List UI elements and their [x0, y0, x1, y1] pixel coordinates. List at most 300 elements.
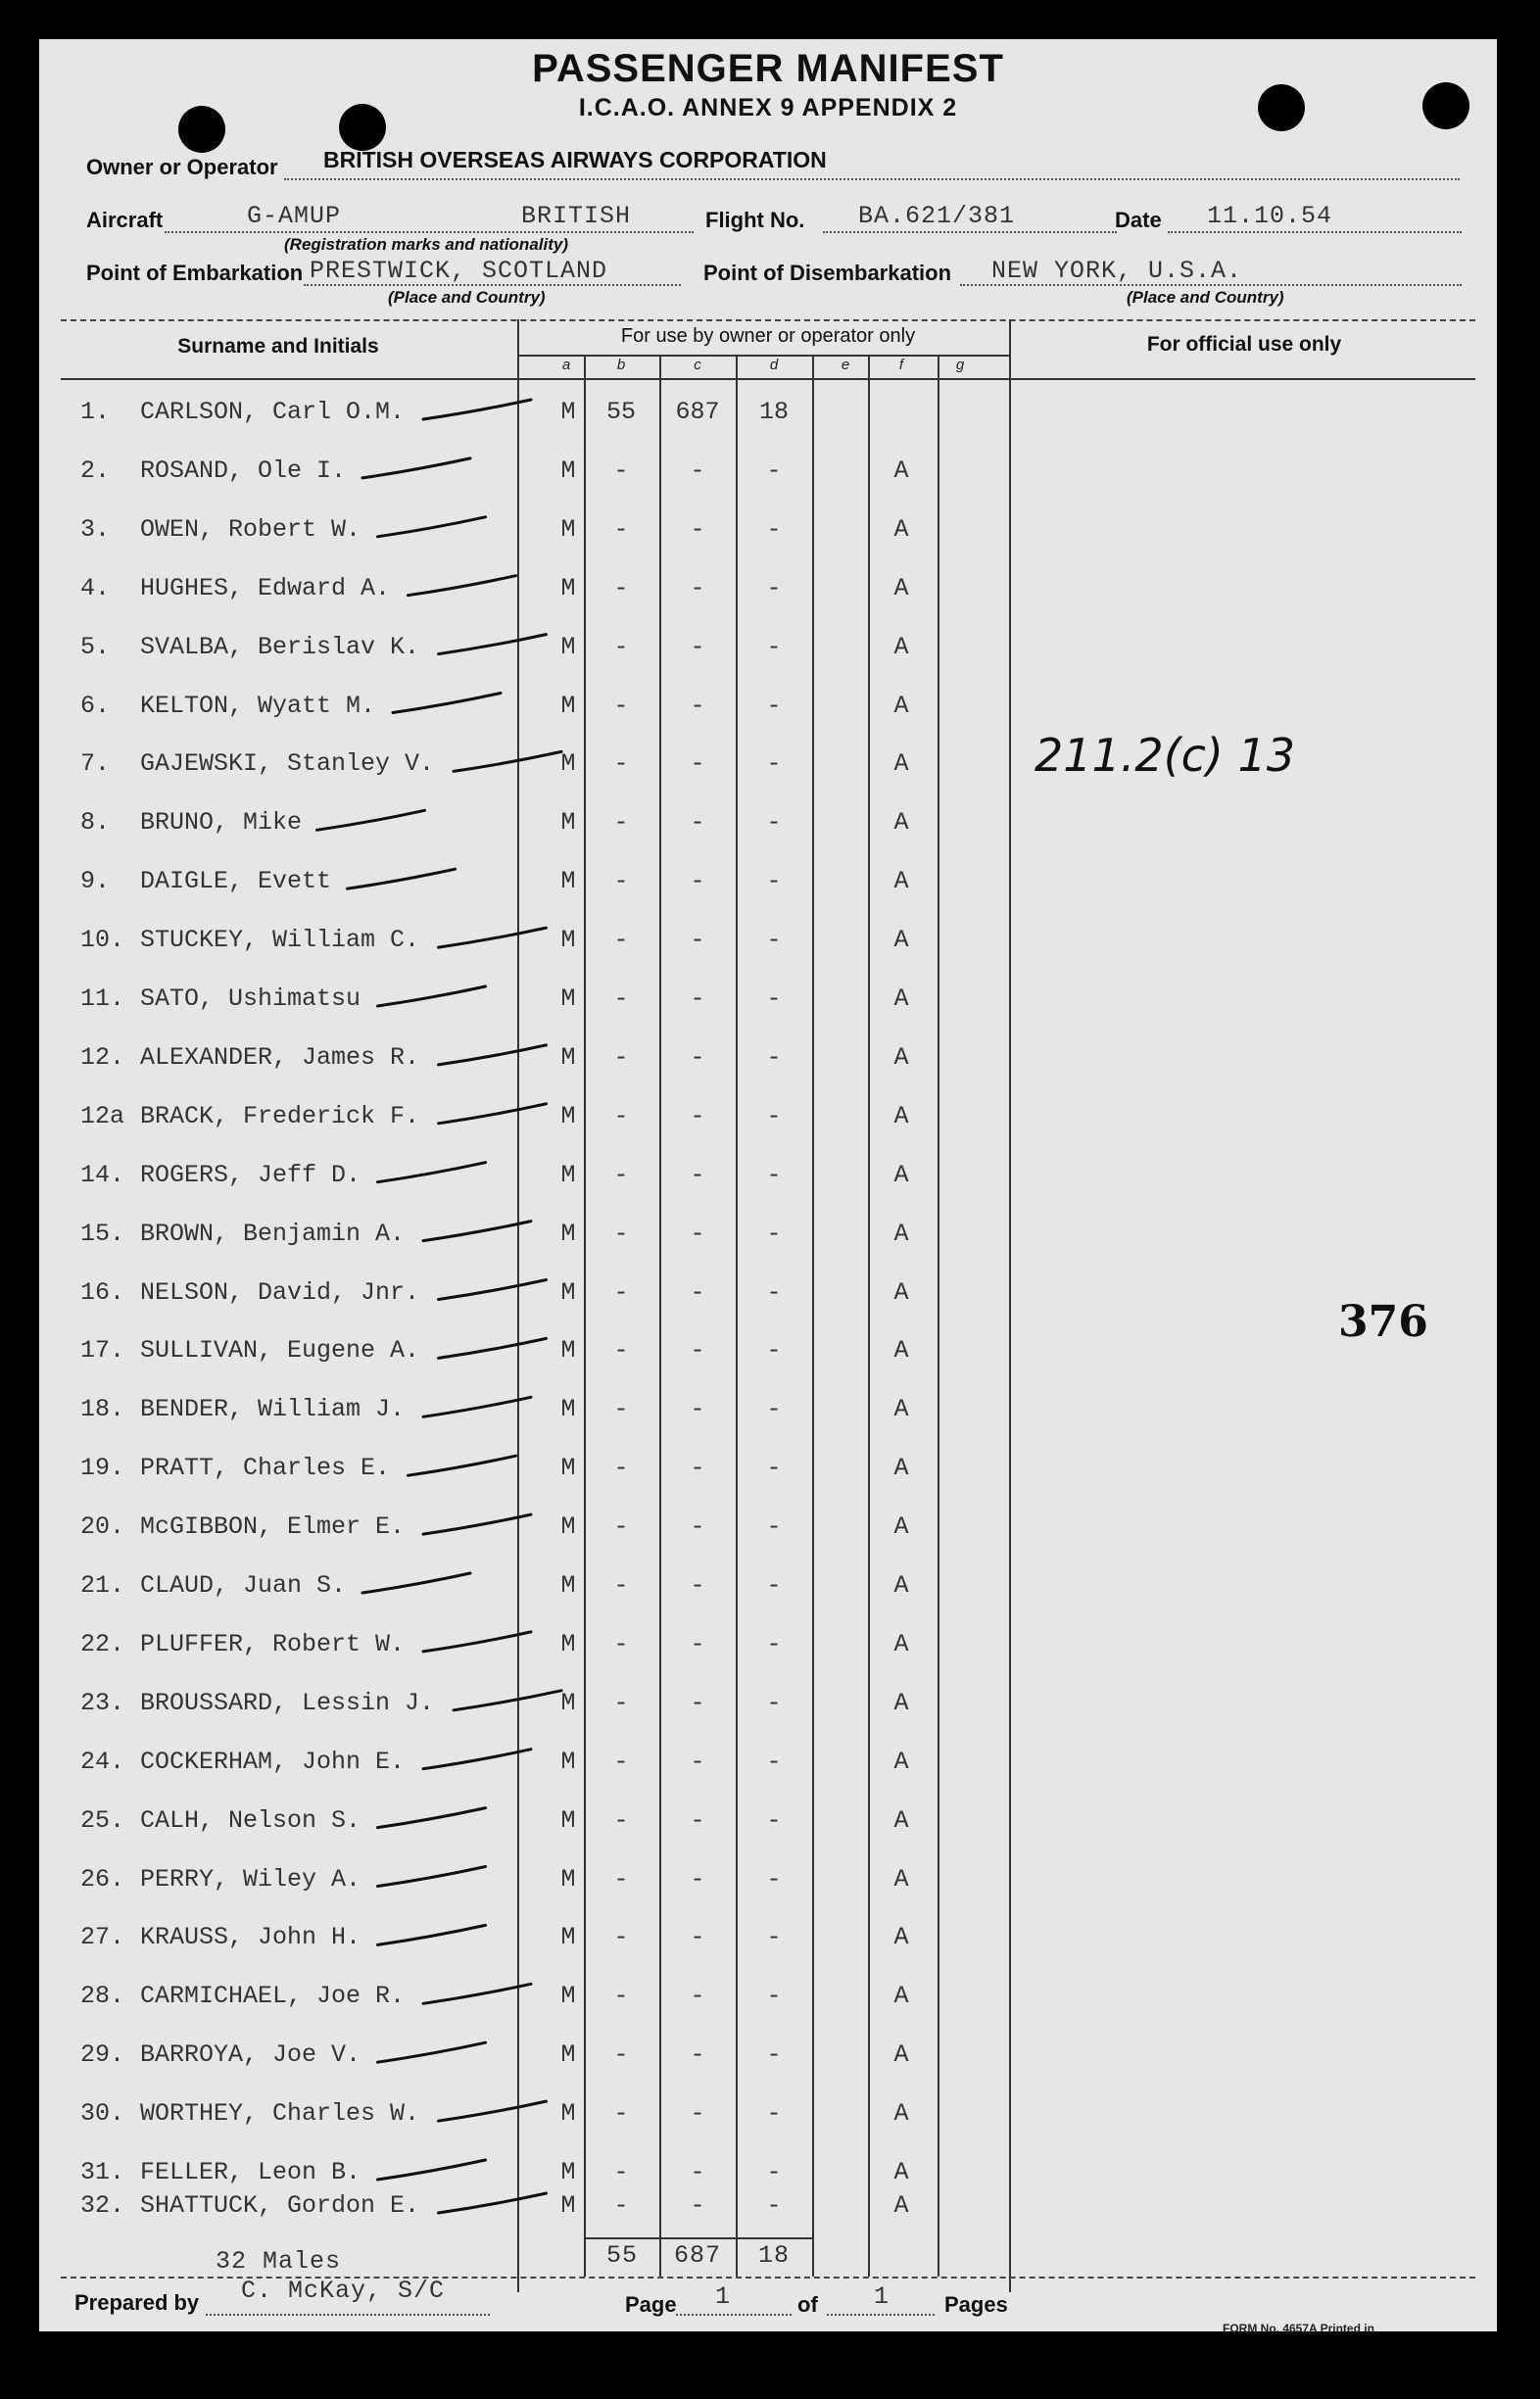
row-number: 14. — [80, 1160, 125, 1189]
of-dotted-line — [827, 2314, 935, 2316]
aircraft-label: Aircraft — [86, 208, 164, 232]
sex-cell: M — [560, 1160, 576, 1189]
row-number: 24. — [80, 1747, 125, 1776]
col-c-cell: - — [690, 1336, 705, 1366]
passenger-name: SHATTUCK, Gordon E. — [140, 2191, 420, 2220]
col-d-cell: - — [766, 984, 782, 1013]
col-b-cell: - — [613, 2099, 629, 2129]
col-c-cell: - — [690, 2158, 705, 2186]
sex-cell: M — [560, 514, 576, 544]
col-b-cell: - — [613, 1571, 629, 1600]
col-b-cell: - — [613, 1101, 629, 1130]
col-f-cell: A — [893, 1571, 909, 1600]
col-f-cell: A — [893, 2158, 909, 2186]
col-b-header: b — [616, 357, 626, 373]
tick-mark — [439, 928, 547, 947]
tick-mark — [439, 2193, 547, 2213]
row-number: 15. — [80, 1219, 125, 1248]
col-c-cell: - — [690, 1923, 705, 1952]
owner-value: BRITISH OVERSEAS AIRWAYS CORPORATION — [323, 147, 827, 172]
row-number: 3. — [80, 514, 111, 544]
col-a-header: a — [561, 357, 571, 373]
col-b-cell: - — [613, 1923, 629, 1952]
page-label: Page — [625, 2292, 677, 2317]
col-f-cell: A — [893, 1512, 909, 1542]
col-d-cell: - — [766, 1982, 782, 2011]
col-f-cell: A — [893, 1747, 909, 1776]
col-c-cell: - — [690, 1512, 705, 1542]
embarkation-note: (Place and Country) — [388, 288, 546, 307]
row-number: 6. — [80, 691, 111, 720]
row-number: 20. — [80, 1512, 125, 1542]
col-d-cell: - — [766, 1336, 782, 1366]
passenger-name: BROWN, Benjamin A. — [140, 1219, 406, 1248]
sex-cell: M — [560, 1923, 576, 1952]
col-d-cell: - — [766, 1864, 782, 1894]
row-number: 10. — [80, 926, 125, 955]
col-c-cell: - — [690, 1571, 705, 1600]
stamp-number: 376 — [1338, 1297, 1428, 1347]
surname-header: Surname and Initials — [177, 335, 379, 358]
col-c-cell: - — [690, 984, 705, 1013]
passenger-name: BARROYA, Joe V. — [140, 2040, 361, 2070]
col-d-header: d — [769, 357, 779, 373]
passenger-name: FELLER, Leon B. — [140, 2158, 361, 2186]
col-f-cell: A — [893, 632, 909, 661]
sex-cell: M — [560, 1982, 576, 2011]
col-d-cell: - — [766, 1923, 782, 1952]
prepared-dotted-line — [206, 2314, 490, 2316]
tick-mark — [423, 1632, 531, 1652]
flight-number: BA.621/381 — [858, 202, 1016, 230]
col-c-cell: - — [690, 1688, 705, 1717]
flight-label: Flight No. — [705, 208, 805, 232]
row-number: 31. — [80, 2158, 125, 2186]
col-f-cell: A — [893, 1277, 909, 1307]
passenger-name: CLAUD, Juan S. — [140, 1571, 347, 1600]
col-c-cell: - — [690, 1864, 705, 1894]
col-d-cell: - — [766, 1042, 782, 1072]
col-f-cell: A — [893, 1042, 909, 1072]
tick-mark — [439, 1338, 547, 1358]
form-title: PASSENGER MANIFEST — [532, 47, 1004, 90]
col-b-cell: - — [613, 1277, 629, 1307]
sex-cell: M — [560, 2158, 576, 2186]
col-f-cell: A — [893, 1101, 909, 1130]
col-d-cell: - — [766, 632, 782, 661]
passenger-name: ROGERS, Jeff D. — [140, 1160, 361, 1189]
col-b-cell: - — [613, 2040, 629, 2070]
col-d-cell: - — [766, 926, 782, 955]
total-d: 18 — [757, 2241, 790, 2270]
col-f-cell: A — [893, 926, 909, 955]
tick-mark — [362, 1573, 470, 1593]
tick-mark — [378, 2160, 486, 2180]
sex-cell: M — [560, 1454, 576, 1483]
passenger-name: GAJEWSKI, Stanley V. — [140, 749, 435, 779]
col-f-cell: A — [893, 1864, 909, 1894]
col-b-cell: - — [613, 1864, 629, 1894]
sex-cell: M — [560, 1512, 576, 1542]
sex-cell: M — [560, 808, 576, 838]
sex-cell: M — [560, 1805, 576, 1835]
col-b-cell: - — [613, 456, 629, 485]
sex-cell: M — [560, 2191, 576, 2220]
col-f-cell: A — [893, 514, 909, 544]
col-c-cell: - — [690, 691, 705, 720]
col-c-cell: - — [690, 1629, 705, 1658]
col-f-cell: A — [893, 749, 909, 779]
page-dotted-line — [676, 2314, 792, 2316]
col-f-cell: A — [893, 1629, 909, 1658]
tick-mark — [409, 1456, 516, 1475]
passenger-name: OWEN, Robert W. — [140, 514, 361, 544]
col-d-cell: - — [766, 1395, 782, 1424]
row-number: 25. — [80, 1805, 125, 1835]
col-f-cell: A — [893, 2099, 909, 2129]
passenger-name: CARLSON, Carl O.M. — [140, 398, 406, 426]
of-value: 1 — [874, 2282, 890, 2311]
col-f-cell: A — [893, 691, 909, 720]
row-number: 5. — [80, 632, 111, 661]
col-f-cell: A — [893, 1336, 909, 1366]
col-b-cell: - — [613, 1982, 629, 2011]
tick-mark — [378, 1808, 486, 1828]
sex-cell: M — [560, 632, 576, 661]
passenger-name: BRUNO, Mike — [140, 808, 303, 838]
sex-cell: M — [560, 867, 576, 896]
col-b-cell: - — [613, 1629, 629, 1658]
passenger-name: SULLIVAN, Eugene A. — [140, 1336, 420, 1366]
sex-cell: M — [560, 398, 576, 426]
row-number: 29. — [80, 2040, 125, 2070]
col-c-cell: - — [690, 1042, 705, 1072]
total-c: 687 — [673, 2241, 721, 2270]
col-d-cell: - — [766, 749, 782, 779]
col-f-cell: A — [893, 2040, 909, 2070]
page-value: 1 — [715, 2282, 732, 2311]
handwritten-code: 211.2(c) 13 — [1035, 729, 1296, 782]
embarkation-value: PRESTWICK, SCOTLAND — [310, 257, 608, 285]
row-number: 11. — [80, 984, 125, 1013]
aircraft-nationality: BRITISH — [521, 202, 632, 230]
col-b-cell: - — [613, 1219, 629, 1248]
col-f-cell: A — [893, 1160, 909, 1189]
row-number: 12. — [80, 1042, 125, 1072]
passenger-name: McGIBBON, Elmer E. — [140, 1512, 406, 1542]
sex-cell: M — [560, 749, 576, 779]
col-f-cell: A — [893, 1454, 909, 1483]
tick-mark — [439, 1045, 547, 1065]
col-d-cell: - — [766, 1571, 782, 1600]
col-f-cell: A — [893, 808, 909, 838]
col-d-cell: - — [766, 1512, 782, 1542]
tick-mark — [378, 1925, 486, 1944]
tick-mark — [454, 751, 561, 771]
col-c-cell: - — [690, 456, 705, 485]
passenger-name: KRAUSS, John H. — [140, 1923, 361, 1952]
official-use-header: For official use only — [1146, 333, 1342, 356]
col-c-cell: - — [690, 2099, 705, 2129]
col-f-cell: A — [893, 1805, 909, 1835]
col-f-cell: A — [893, 867, 909, 896]
row-number: 8. — [80, 808, 111, 838]
row-number: 18. — [80, 1395, 125, 1424]
row-number: 1. — [80, 398, 111, 426]
date-value: 11.10.54 — [1207, 202, 1333, 230]
col-e-header: e — [841, 357, 850, 373]
tick-mark — [378, 2042, 486, 2062]
col-d-cell: - — [766, 691, 782, 720]
sex-cell: M — [560, 1101, 576, 1130]
passenger-name: CARMICHAEL, Joe R. — [140, 1982, 406, 2011]
col-b-cell: - — [613, 1336, 629, 1366]
aircraft-registration: G-AMUP — [247, 202, 342, 230]
col-b-cell: - — [613, 1512, 629, 1542]
passenger-name: BRACK, Frederick F. — [140, 1101, 420, 1130]
totals-rule — [584, 2237, 812, 2239]
col-c-cell: - — [690, 749, 705, 779]
of-label: of — [797, 2292, 818, 2317]
col-d-cell: - — [766, 514, 782, 544]
col-d-cell: - — [766, 1688, 782, 1717]
col-f-cell: A — [893, 1219, 909, 1248]
sex-cell: M — [560, 1688, 576, 1717]
col-c-header: c — [694, 357, 701, 373]
sex-cell: M — [560, 984, 576, 1013]
col-f-cell: A — [893, 1923, 909, 1952]
row-number: 30. — [80, 2099, 125, 2129]
col-f-cell: A — [893, 1688, 909, 1717]
col-d-cell: - — [766, 1219, 782, 1248]
col-d-cell: - — [766, 1747, 782, 1776]
passenger-name: PLUFFER, Robert W. — [140, 1629, 406, 1658]
disembarkation-label: Point of Disembarkation — [703, 261, 952, 285]
passenger-name: SATO, Ushimatsu — [140, 984, 361, 1013]
tick-mark — [393, 694, 501, 713]
row-number: 2. — [80, 456, 111, 485]
sex-cell: M — [560, 1336, 576, 1366]
row-number: 7. — [80, 749, 111, 779]
passenger-name: PRATT, Charles E. — [140, 1454, 391, 1483]
col-d-cell: 18 — [758, 398, 789, 426]
sex-cell: M — [560, 1219, 576, 1248]
col-f-cell: A — [893, 984, 909, 1013]
col-d-cell: - — [766, 2040, 782, 2070]
row-number: 4. — [80, 573, 111, 602]
sex-cell: M — [560, 573, 576, 602]
col-c-cell: - — [690, 1160, 705, 1189]
passenger-name: NELSON, David, Jnr. — [140, 1277, 420, 1307]
row-number: 17. — [80, 1336, 125, 1366]
col-b-cell: - — [613, 1747, 629, 1776]
sex-cell: M — [560, 1042, 576, 1072]
passenger-name: KELTON, Wyatt M. — [140, 691, 376, 720]
tick-mark — [423, 400, 531, 419]
sex-cell: M — [560, 2099, 576, 2129]
col-c-cell: - — [690, 1101, 705, 1130]
col-b-cell: - — [613, 808, 629, 838]
manifest-sheet — [39, 39, 1497, 2335]
row-number: 12a — [80, 1101, 125, 1130]
col-b-cell: - — [613, 867, 629, 896]
col-b-cell: - — [613, 2191, 629, 2220]
tick-mark — [378, 1163, 486, 1182]
col-d-cell: - — [766, 1629, 782, 1658]
passenger-name: WORTHEY, Charles W. — [140, 2099, 420, 2129]
col-f-cell: A — [893, 1982, 909, 2011]
disembarkation-note: (Place and Country) — [1127, 288, 1284, 307]
sex-cell: M — [560, 1571, 576, 1600]
row-number: 16. — [80, 1277, 125, 1307]
passenger-name: SVALBA, Berislav K. — [140, 632, 420, 661]
col-c-cell: - — [690, 1454, 705, 1483]
col-d-cell: - — [766, 1277, 782, 1307]
col-f-header: f — [898, 357, 904, 373]
col-b-cell: - — [613, 514, 629, 544]
tick-mark — [423, 1750, 531, 1769]
date-label: Date — [1115, 208, 1162, 232]
passenger-name: COCKERHAM, John E. — [140, 1747, 406, 1776]
sex-cell: M — [560, 1629, 576, 1658]
tick-mark — [454, 1691, 561, 1710]
tick-mark — [423, 1397, 531, 1416]
col-b-cell: 55 — [605, 398, 636, 426]
col-c-cell: - — [690, 1395, 705, 1424]
col-c-cell: - — [690, 1277, 705, 1307]
tick-marks — [39, 39, 1497, 2331]
sex-cell: M — [560, 456, 576, 485]
form-subtitle: I.C.A.O. ANNEX 9 APPENDIX 2 — [578, 94, 958, 121]
col-b-cell: - — [613, 1688, 629, 1717]
tick-mark — [409, 576, 516, 596]
row-number: 27. — [80, 1923, 125, 1952]
passenger-name: BROUSSARD, Lessin J. — [140, 1688, 435, 1717]
col-d-cell: - — [766, 2099, 782, 2129]
row-number: 9. — [80, 867, 111, 896]
passenger-name: ALEXANDER, James R. — [140, 1042, 420, 1072]
sex-cell: M — [560, 1747, 576, 1776]
sex-cell: M — [560, 1277, 576, 1307]
sex-cell: M — [560, 1864, 576, 1894]
col-f-cell: A — [893, 1395, 909, 1424]
tick-mark — [362, 458, 470, 478]
totals-label: 32 Males — [216, 2247, 342, 2276]
tick-mark — [423, 1514, 531, 1534]
passenger-name: HUGHES, Edward A. — [140, 573, 391, 602]
row-number: 26. — [80, 1864, 125, 1894]
passenger-name: PERRY, Wiley A. — [140, 1864, 361, 1894]
col-d-cell: - — [766, 456, 782, 485]
sex-cell: M — [560, 691, 576, 720]
passenger-name: BENDER, William J. — [140, 1395, 406, 1424]
passenger-name: DAIGLE, Evett — [140, 867, 332, 896]
col-f-cell: A — [893, 456, 909, 485]
col-d-cell: - — [766, 2191, 782, 2220]
col-d-cell: - — [766, 867, 782, 896]
col-d-cell: - — [766, 1160, 782, 1189]
embarkation-label: Point of Embarkation — [86, 261, 304, 285]
col-c-cell: - — [690, 632, 705, 661]
tick-mark — [439, 1280, 547, 1300]
col-f-cell: A — [893, 2191, 909, 2220]
col-b-cell: - — [613, 1395, 629, 1424]
col-b-cell: - — [613, 573, 629, 602]
col-c-cell: - — [690, 2040, 705, 2070]
col-c-cell: - — [690, 514, 705, 544]
col-b-cell: - — [613, 1042, 629, 1072]
col-c-cell: - — [690, 2191, 705, 2220]
col-c-cell: - — [690, 1805, 705, 1835]
total-b: 55 — [605, 2241, 638, 2270]
row-number: 21. — [80, 1571, 125, 1600]
sex-cell: M — [560, 1395, 576, 1424]
col-d-cell: - — [766, 808, 782, 838]
row-number: 32. — [80, 2191, 125, 2220]
col-d-cell: - — [766, 1454, 782, 1483]
row-number: 23. — [80, 1688, 125, 1717]
col-b-cell: - — [613, 749, 629, 779]
row-number: 22. — [80, 1629, 125, 1658]
col-b-cell: - — [613, 632, 629, 661]
col-b-cell: - — [613, 1454, 629, 1483]
tick-mark — [348, 869, 456, 888]
tick-mark — [423, 1222, 531, 1241]
col-c-cell: - — [690, 926, 705, 955]
pages-label: Pages — [944, 2292, 1008, 2317]
col-d-cell: - — [766, 2158, 782, 2186]
tick-mark — [439, 635, 547, 654]
tick-mark — [378, 517, 486, 537]
tick-mark — [378, 1867, 486, 1887]
col-d-cell: - — [766, 1805, 782, 1835]
owner-use-header: For use by owner or operator only — [620, 325, 916, 347]
col-b-cell: - — [613, 984, 629, 1013]
passenger-name: CALH, Nelson S. — [140, 1805, 361, 1835]
col-c-cell: - — [690, 1982, 705, 2011]
col-d-cell: - — [766, 1101, 782, 1130]
passenger-name: STUCKEY, William C. — [140, 926, 420, 955]
form-number: FORM No. 4657A Printed in — [1223, 2322, 1374, 2335]
row-number: 19. — [80, 1454, 125, 1483]
aircraft-note: (Registration marks and nationality) — [284, 235, 568, 254]
col-c-cell: - — [690, 1219, 705, 1248]
passenger-name: ROSAND, Ole I. — [140, 456, 347, 485]
sex-cell: M — [560, 2040, 576, 2070]
col-g-header: g — [955, 357, 965, 373]
col-f-cell: A — [893, 573, 909, 602]
col-c-cell: - — [690, 808, 705, 838]
col-c-cell: - — [690, 573, 705, 602]
tick-mark — [423, 1984, 531, 2003]
col-b-cell: - — [613, 691, 629, 720]
col-b-cell: - — [613, 1805, 629, 1835]
prepared-label: Prepared by — [74, 2290, 200, 2315]
col-d-cell: - — [766, 573, 782, 602]
tick-mark — [317, 810, 425, 830]
owner-label: Owner or Operator — [86, 155, 278, 179]
row-number: 28. — [80, 1982, 125, 2011]
col-b-cell: - — [613, 1160, 629, 1189]
tick-mark — [439, 1104, 547, 1124]
col-c-cell: - — [690, 1747, 705, 1776]
col-c-cell: 687 — [675, 398, 720, 426]
col-c-cell: - — [690, 867, 705, 896]
col-b-cell: - — [613, 926, 629, 955]
disembarkation-value: NEW YORK, U.S.A. — [991, 257, 1243, 285]
prepared-value: C. McKay, S/C — [241, 2277, 446, 2305]
col-b-cell: - — [613, 2158, 629, 2186]
